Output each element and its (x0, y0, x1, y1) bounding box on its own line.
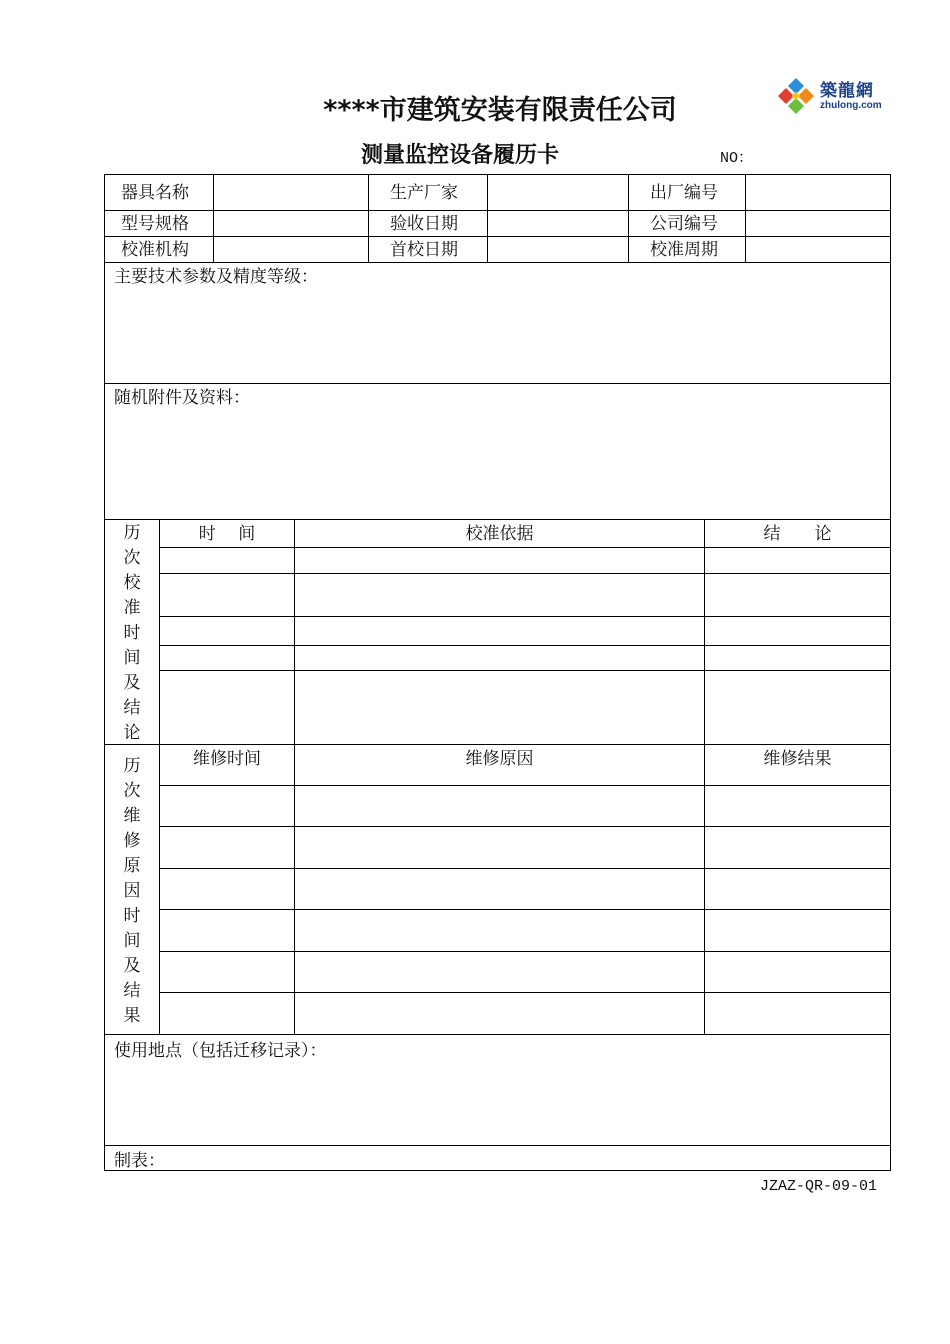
calibration-header-time: 时 间 (198, 524, 256, 544)
form-code: JZAZ-QR-09-01 (760, 1178, 878, 1195)
zhulong-logo (776, 74, 896, 118)
field-prepared-by[interactable] (170, 1146, 890, 1170)
zhulong-logo-icon (776, 76, 816, 116)
field-tech-params[interactable] (105, 290, 890, 382)
label-first-calibration-date: 首校日期 (390, 240, 458, 260)
repair-header-time: 维修时间 (193, 749, 261, 769)
company-name: ****市建筑安装有限责任公司 (323, 95, 677, 126)
field-model-spec[interactable] (214, 211, 368, 236)
calibration-side-label: 历 次 校 准 时 间 及 结 论 (123, 523, 141, 743)
label-factory-number: 出厂编号 (650, 183, 718, 203)
repair-side-label: 历 次 维 修 原 因 时 间 及 结 果 (123, 756, 141, 1026)
label-prepared-by: 制表： (114, 1151, 165, 1171)
form-number-label: NO： (720, 150, 754, 167)
form-title: 测量监控设备履历卡 (360, 143, 559, 168)
label-instrument-name: 器具名称 (121, 183, 189, 203)
field-company-number[interactable] (746, 211, 890, 236)
label-model-spec: 型号规格 (121, 214, 189, 234)
logo-en-text: zhulong.com (820, 100, 882, 111)
field-instrument-name[interactable] (214, 175, 368, 210)
label-tech-params: 主要技术参数及精度等级： (114, 267, 318, 287)
field-calibration-org[interactable] (214, 237, 368, 262)
repair-header-result: 维修结果 (763, 749, 832, 769)
label-manufacturer: 生产厂家 (390, 183, 458, 203)
label-calibration-cycle: 校准周期 (650, 240, 718, 260)
field-usage-location[interactable] (105, 1064, 890, 1144)
calibration-header-conclusion: 结 论 (763, 524, 832, 544)
logo-cn-text: 築龍網 (820, 81, 874, 101)
field-calibration-cycle[interactable] (746, 237, 890, 262)
label-company-number: 公司编号 (650, 214, 718, 234)
field-acceptance-date[interactable] (488, 211, 628, 236)
field-accessories[interactable] (105, 410, 890, 518)
label-usage-location: 使用地点（包括迁移记录）： (114, 1041, 327, 1061)
calibration-header-basis: 校准依据 (465, 524, 534, 544)
label-accessories: 随机附件及资料： (114, 388, 250, 408)
label-calibration-org: 校准机构 (121, 240, 189, 260)
field-factory-number[interactable] (746, 175, 890, 210)
field-first-calibration-date[interactable] (488, 237, 628, 262)
field-manufacturer[interactable] (488, 175, 628, 210)
label-acceptance-date: 验收日期 (390, 214, 458, 234)
repair-header-reason: 维修原因 (465, 749, 534, 769)
